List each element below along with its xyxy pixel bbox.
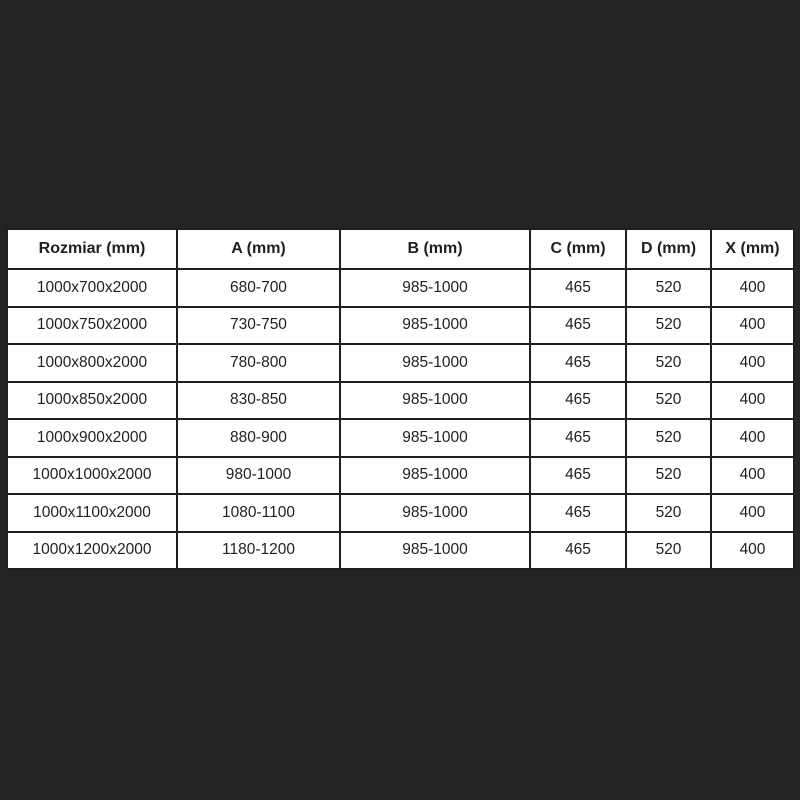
table-cell: 1000x1000x2000: [7, 457, 177, 495]
table-cell: 1000x1100x2000: [7, 494, 177, 532]
table-cell: 400: [711, 532, 794, 570]
table-cell: 985-1000: [340, 419, 530, 457]
table-cell: 465: [530, 419, 626, 457]
table-cell: 400: [711, 344, 794, 382]
table-row: [7, 344, 794, 382]
table-cell: 465: [530, 457, 626, 495]
table-cell: 1000x800x2000: [7, 344, 177, 382]
table-cell: 465: [530, 269, 626, 307]
table-cell: 1080-1100: [177, 494, 340, 532]
table-cell: 880-900: [177, 419, 340, 457]
table-cell: 1000x900x2000: [7, 419, 177, 457]
table-cell: 1180-1200: [177, 532, 340, 570]
table-cell: 520: [626, 494, 711, 532]
header-cell: A (mm): [177, 229, 340, 269]
table-cell: 680-700: [177, 269, 340, 307]
table-body: [7, 269, 794, 569]
table-cell: 400: [711, 269, 794, 307]
size-table: [6, 228, 795, 570]
table-cell: 985-1000: [340, 344, 530, 382]
table-cell: 400: [711, 419, 794, 457]
table-cell: 465: [530, 344, 626, 382]
table-cell: 520: [626, 457, 711, 495]
table-cell: 985-1000: [340, 494, 530, 532]
table-row: [7, 532, 794, 570]
table-cell: 520: [626, 382, 711, 420]
size-table-container: [6, 228, 793, 570]
table-cell: 985-1000: [340, 382, 530, 420]
table-cell: 780-800: [177, 344, 340, 382]
table-cell: 400: [711, 307, 794, 345]
table-cell: 520: [626, 307, 711, 345]
table-cell: 465: [530, 382, 626, 420]
table-cell: 465: [530, 494, 626, 532]
table-cell: 980-1000: [177, 457, 340, 495]
table-row: [7, 382, 794, 420]
table-cell: 400: [711, 382, 794, 420]
table-cell: 1000x750x2000: [7, 307, 177, 345]
header-row: [7, 229, 794, 269]
table-cell: 1000x1200x2000: [7, 532, 177, 570]
table-cell: 985-1000: [340, 457, 530, 495]
header-cell: D (mm): [626, 229, 711, 269]
table-cell: 830-850: [177, 382, 340, 420]
table-cell: 400: [711, 457, 794, 495]
table-cell: 730-750: [177, 307, 340, 345]
table-row: [7, 307, 794, 345]
table-cell: 520: [626, 269, 711, 307]
table-cell: 1000x850x2000: [7, 382, 177, 420]
table-cell: 465: [530, 532, 626, 570]
table-cell: 520: [626, 532, 711, 570]
table-cell: 465: [530, 307, 626, 345]
table-cell: 520: [626, 344, 711, 382]
table-head: [7, 229, 794, 269]
header-cell: X (mm): [711, 229, 794, 269]
table-cell: 985-1000: [340, 269, 530, 307]
header-cell: Rozmiar (mm): [7, 229, 177, 269]
table-cell: 400: [711, 494, 794, 532]
table-cell: 985-1000: [340, 307, 530, 345]
table-cell: 985-1000: [340, 532, 530, 570]
table-cell: 1000x700x2000: [7, 269, 177, 307]
table-row: [7, 457, 794, 495]
header-cell: C (mm): [530, 229, 626, 269]
table-row: [7, 419, 794, 457]
table-cell: 520: [626, 419, 711, 457]
header-cell: B (mm): [340, 229, 530, 269]
table-row: [7, 494, 794, 532]
table-row: [7, 269, 794, 307]
